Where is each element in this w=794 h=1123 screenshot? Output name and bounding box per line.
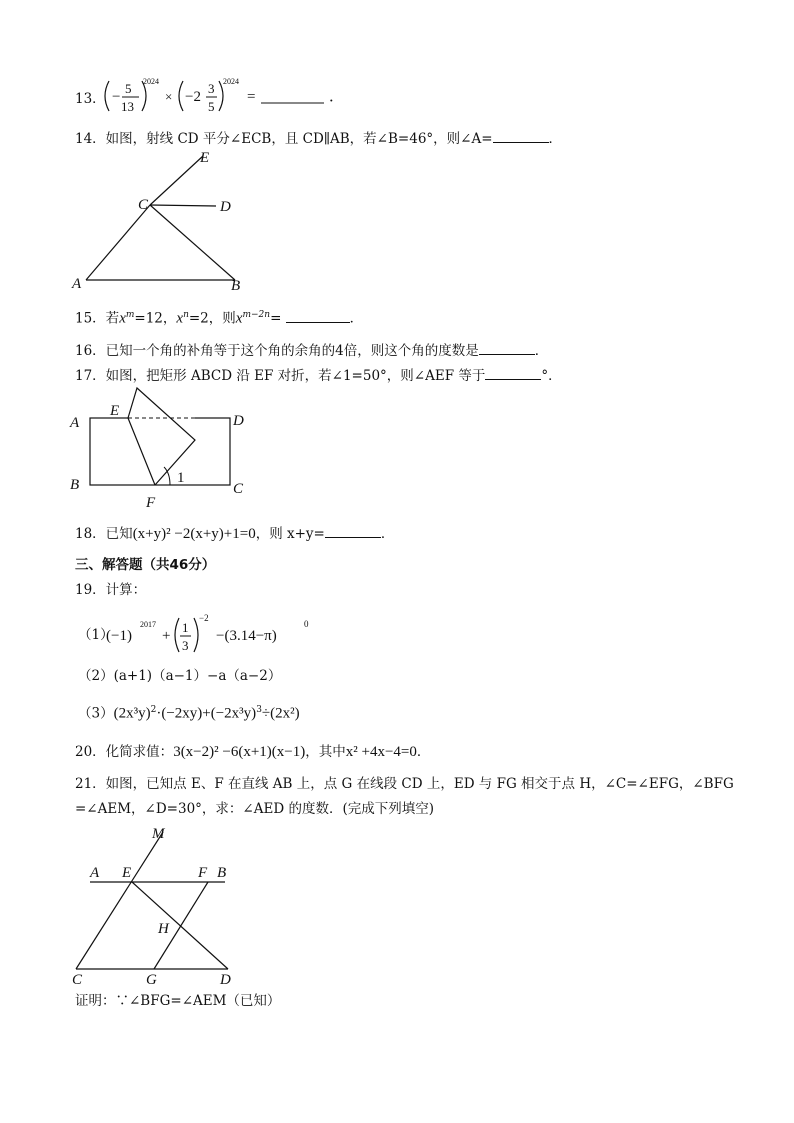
question-20 [75,743,430,761]
q19-p1-exp2: −2 [199,613,209,623]
q14-label-A: A [72,276,82,292]
q21-label-H: H [158,921,169,937]
q17-label-B: B [70,477,80,493]
question-18 [75,523,394,543]
q17-label-D: D [233,413,244,429]
q21-label-D: D [220,972,231,988]
q20-condition: x² +4x−4=0 [345,744,417,760]
q19-p3-term2: ·(−2xy)+(−2x³y) [156,705,257,722]
q15-base2: x [176,310,184,327]
q19-p3-term3: ÷(2x²) [261,705,300,722]
q21-label-G: G [146,972,157,988]
q21-label-A: A [90,865,100,881]
q19-p3-exp2: 3 [256,705,262,715]
q13-sign1: − [112,89,121,105]
q13-eq: = [247,89,256,105]
q19-p3-exp1: 2 [150,705,157,715]
q15-end: ． [349,310,364,327]
q15-mid3: = [270,310,282,327]
q15-mid2: =2，则 [188,310,236,327]
q13-end: ． [329,89,345,105]
question-14 [75,128,562,148]
q15-prefix: 15．若 [75,310,120,327]
q19-p1-expression [106,610,366,658]
q17-label-C: C [233,481,244,497]
q14-text: 14．如图，射线 CD 平分∠ECB，且 CD∥AB，若∠B=46°，则∠A= [75,131,493,147]
q21-label-C: C [72,972,83,988]
q18-end: ． [380,526,395,542]
q13-sign2: −2 [185,89,201,105]
q17-label-F: F [146,495,156,511]
q19-p3-term1: (2x³y) [113,705,151,722]
q19-p1-frac-num: 1 [182,620,189,635]
section-3-title: 三、解答题（共46分） [75,557,216,573]
q17-answer-blank [485,365,541,380]
q19-p1-base1: (−1) [106,628,132,644]
q15-base1: x [119,310,126,327]
q13-exp2: 2024 [223,77,239,86]
q21-label-F: F [198,865,208,881]
question-19: 19．计算： [75,582,147,598]
q19-part-2: （2）(a+1)（a−1）−a（a−2） [78,668,282,684]
q15-mid1: =12， [134,310,177,327]
q17-angle-1: 1 [177,470,185,486]
q21-label-B: B [217,865,227,881]
q21-figure [70,822,270,987]
q18-expr: (x+y)² −2(x+y)+1=0 [132,526,256,542]
q14-end: ． [548,131,563,147]
q18-mid: ，则 x+y= [255,526,325,542]
q20-mid: ，其中 [305,744,346,760]
q14-answer-blank [493,128,549,143]
q14-figure [70,150,270,294]
q19-p1-exp1: 2017 [140,620,156,629]
q21-label-M: M [152,826,165,842]
q16-answer-blank [479,340,535,355]
q21-label-E: E [122,865,132,881]
q18-answer-blank [325,523,381,538]
q17-figure [70,385,270,515]
q17-label-E: E [110,403,120,419]
q20-end: ． [416,744,431,760]
q13-frac1-num: 5 [125,81,132,96]
q19-p1-minus: −(3.14−π) [216,628,277,644]
q13-number: 13． [75,91,106,107]
q13-expression [97,76,377,116]
question-21-line-2: =∠AEM，∠D=30°，求：∠AED 的度数．(完成下列填空) [75,801,434,817]
q13-times: × [165,89,173,104]
q18-prefix: 18．已知 [75,526,133,542]
question-16 [75,340,548,360]
q13-exp1: 2024 [143,77,159,86]
question-15 [75,306,363,328]
question-17 [75,365,562,385]
q14-label-D: D [220,199,231,215]
q17-label-A: A [70,415,80,431]
q14-label-C: C [138,197,149,213]
q21-proof-line: 证明：∵∠BFG=∠AEM（已知） [75,993,281,1009]
q14-label-E: E [200,150,210,166]
q15-exp2: n [183,310,189,320]
q15-base3: x [235,310,243,327]
q14-label-B: B [231,278,241,294]
q16-end: ． [534,343,549,359]
q19-p1-exp3: 0 [304,619,309,629]
q17-end: °． [541,368,562,384]
q19-p1-frac-den: 3 [182,638,189,653]
q19-p1-plus: + [162,628,171,644]
q13-frac2-den: 5 [208,99,215,114]
q19-p1-label: （1） [78,627,114,643]
q20-expr: 3(x−2)² −6(x+1)(x−1) [173,744,306,760]
question-21-line-1: 21．如图，已知点 E、F 在直线 AB 上，点 G 在线段 CD 上，ED 与 FG 相交于点 H，∠C=∠EFG，∠BFG [75,776,734,792]
q20-prefix: 20．化简求值： [75,744,174,760]
q17-text: 17．如图，把矩形 ABCD 沿 EF 对折，若∠1=50°，则∠AEF 等于 [75,368,486,384]
q15-exp3: m−2n [242,310,271,320]
q19-p3-label: （3） [78,705,114,722]
q13-frac1-den: 13 [121,99,134,114]
q19-part-3 [78,701,300,723]
q15-answer-blank [286,308,350,323]
q16-text: 16．已知一个角的补角等于这个角的余角的4倍，则这个角的度数是 [75,343,479,359]
q15-exp1: m [125,310,135,320]
q13-frac2-num: 3 [208,81,215,96]
